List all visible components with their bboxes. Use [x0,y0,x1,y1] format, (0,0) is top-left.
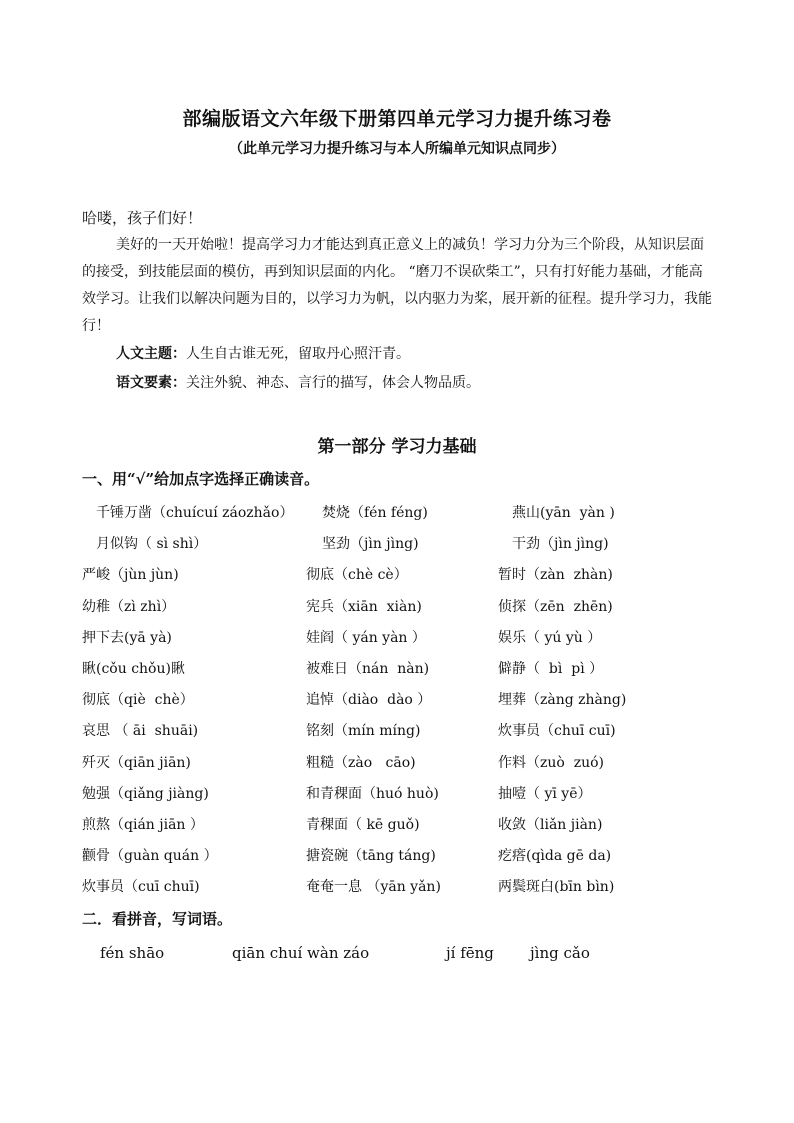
pronunciation-item: 瞅(cǒu chǒu)瞅 [82,661,185,677]
pronunciation-item: 搪瓷碗（tāng táng) [306,848,436,865]
intro-paragraph: 美好的一天开始啦！提高学习力才能达到真正意义上的减负！学习力分为三个阶段，从知识层面的接受，到技能层面的模仿，再到知识层面的内化。 “磨刀不误砍柴工”，只有打好能力基础，才能高效学习。让我们以解决问题为目的，以学习力为帆，以内驱力为桨，展开新的征程。提升学习力，我能行！ [82,237,712,334]
pinyin-item: qiān chuí wàn záo [232,944,370,962]
pronunciation-item: 僻静（ bì pì ） [498,661,604,677]
pronunciation-item: 埋葬（zàng zhàng) [498,692,627,709]
part-heading: 第一部分 学习力基础 [317,437,477,457]
pinyin-item: fén shāo [100,944,165,962]
page-title: 部编版语文六年级下册第四单元学习力提升练习卷 [182,108,612,130]
pronunciation-item: 暂时（zàn zhàn) [498,567,613,584]
pronunciation-item: 燕山(yān yàn ) [512,505,615,521]
pronunciation-item: 焚烧（fén féng) [322,505,428,521]
pronunciation-item: 幼稚（zì zhì） [82,598,176,615]
pronunciation-item: 抽噎（ yī yē） [498,785,592,802]
pronunciation-item: 侦探（zēn zhēn) [498,598,613,615]
pronunciation-item: 疙瘩(qìda gē da) [498,848,612,865]
pronunciation-item: 哀思 （ āi shuāi) [82,723,199,740]
pronunciation-item: 炊事员（cuī chuī) [82,879,200,896]
pronunciation-item: 炊事员（chuī cuī) [498,723,616,740]
pronunciation-item: 干劲（jìn jìng) [512,536,609,553]
page-subtitle: （此单元学习力提升练习与本人所编单元知识点同步） [229,141,565,157]
pronunciation-item: 铭刻（mín míng) [306,723,421,740]
theme-line [116,343,410,363]
pronunciation-item: 严峻（jùn jùn) [82,567,179,584]
pronunciation-item: 奄奄一息 （yān yǎn) [306,879,441,896]
pronunciation-item: 粗糙（zào cāo) [306,754,416,771]
pronunciation-item: 歼灭（qiān jiān) [82,754,191,771]
pronunciation-item: 押下去(yā yà) [82,629,172,646]
pronunciation-item: 娱乐（ yú yù ） [498,629,602,646]
greeting: 哈喽，孩子们好！ [82,209,203,227]
pronunciation-item: 彻底（qiè chè） [82,692,194,709]
pronunciation-item: 千锤万凿（chuícuí záozhǎo） [96,505,294,521]
pronunciation-item: 追悼（diào dào ） [306,692,432,709]
pronunciation-item: 坚劲（jìn jìng) [322,536,419,553]
pronunciation-item: 月似钩（ sì shì） [96,536,208,553]
theme-label: 人文主题： [116,346,186,362]
pinyin-item: jí fēng [446,944,494,962]
question-1-heading: 一、用“√”给加点字选择正确读音。 [82,470,320,488]
element-label: 语文要素： [116,375,186,391]
pronunciation-item: 颧骨（guàn quán ） [82,848,218,865]
element-text: 关注外貌、神态、言行的描写，体会人物品质。 [186,375,480,391]
pinyin-item: jìng cǎo [530,944,590,962]
pronunciation-item: 作料（zuò zuó) [498,754,605,771]
question-2-heading: 二．看拼音，写词语。 [82,910,233,928]
element-line [116,372,480,392]
pronunciation-item: 青稞面（ kē guǒ) [306,817,420,833]
pronunciation-item: 勉强（qiǎng jiàng) [82,785,209,802]
pronunciation-item: 煎熬（qián jiān ） [82,817,204,833]
pronunciation-item: 和青稞面（huó huò) [306,785,439,802]
theme-text: 人生自古谁无死，留取丹心照汗青。 [186,346,410,362]
pronunciation-item: 两鬓斑白(bīn bìn) [498,879,615,896]
pronunciation-item: 收敛（liǎn jiàn) [498,817,603,833]
pronunciation-item: 被难日（nán nàn) [306,661,430,677]
pronunciation-item: 宪兵（xiān xiàn) [306,598,422,615]
pronunciation-item: 娃阎（ yán yàn ） [306,629,426,646]
pronunciation-item: 彻底（chè cè） [306,567,408,584]
